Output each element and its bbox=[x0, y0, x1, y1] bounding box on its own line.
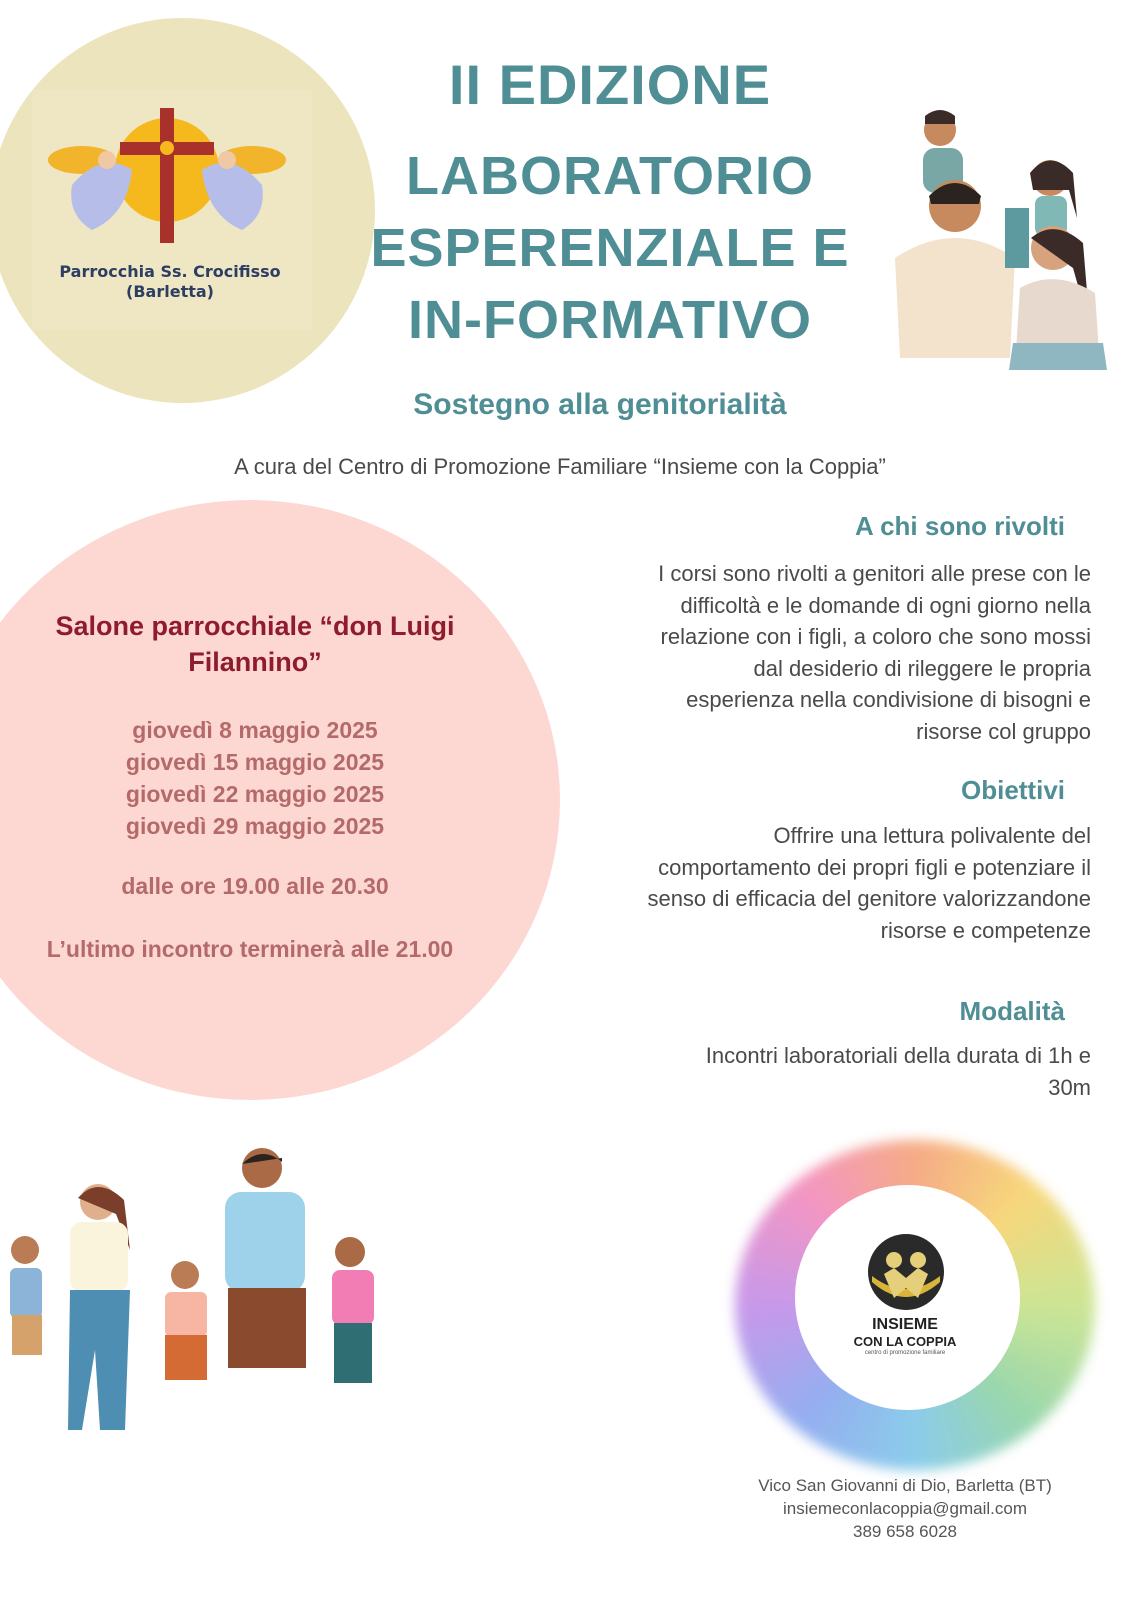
page-title bbox=[360, 140, 860, 356]
venue-line: Filannino” bbox=[188, 647, 322, 677]
text-line: 30m bbox=[1048, 1074, 1091, 1100]
text-line: dal desiderio di rileggere le propria bbox=[753, 655, 1091, 681]
brand-name bbox=[830, 1316, 980, 1350]
mode-text bbox=[706, 1040, 1091, 1103]
text-line: comportamento dei propri figli e potenziare il bbox=[658, 854, 1091, 880]
text-line: difficoltà e le domande di ogni giorno nella bbox=[680, 592, 1091, 618]
goals-text bbox=[647, 820, 1091, 946]
text-line: esperienza nella condivisione di bisogni e bbox=[686, 687, 1091, 712]
target-heading: A chi sono rivolti bbox=[855, 511, 1065, 541]
angels-cross-icon bbox=[32, 90, 312, 260]
subtitle: Sostegno alla genitorialità bbox=[413, 388, 787, 421]
date-item: giovedì 22 maggio 2025 bbox=[125, 781, 385, 807]
date-item: giovedì 8 maggio 2025 bbox=[132, 717, 378, 743]
couple-logo-icon bbox=[866, 1232, 946, 1312]
brand-line: INSIEME bbox=[872, 1316, 938, 1333]
contact-info bbox=[700, 1474, 1110, 1543]
family-illustration-icon bbox=[845, 108, 1115, 373]
hours: dalle ore 19.00 alle 20.30 bbox=[121, 873, 389, 899]
edition-label: II EDIZIONE bbox=[448, 53, 772, 116]
brand-tagline: centro di promozione familiare bbox=[864, 1350, 946, 1356]
title-line: LABORATORIO bbox=[406, 146, 814, 206]
text-line: relazione con i figli, a coloro che sono mossi bbox=[660, 624, 1091, 649]
parish-name-line: Parrocchia Ss. Crocifisso bbox=[59, 262, 281, 281]
mode-heading: Modalità bbox=[959, 996, 1065, 1026]
text-line: I corsi sono rivolti a genitori alle prese con le bbox=[658, 561, 1091, 586]
goals-heading: Obiettivi bbox=[960, 775, 1065, 805]
address: Vico San Giovanni di Dio, Barletta (BT) bbox=[758, 1476, 1052, 1495]
venue-line: Salone parrocchiale “don Luigi bbox=[55, 611, 455, 641]
title-line: ESPERENZIALE E bbox=[370, 218, 850, 278]
date-item: giovedì 15 maggio 2025 bbox=[125, 749, 385, 775]
text-line: risorse e competenze bbox=[880, 917, 1091, 943]
dates-list bbox=[20, 714, 490, 842]
parish-city: (Barletta) bbox=[126, 282, 214, 301]
last-meeting-note: L’ultimo incontro terminerà alle 21.00 bbox=[46, 936, 454, 962]
venue bbox=[20, 608, 490, 680]
title-line: IN-FORMATIVO bbox=[408, 290, 812, 350]
parish-name bbox=[20, 262, 320, 302]
text-line: risorse col gruppo bbox=[916, 718, 1091, 744]
text-line: senso di efficacia del genitore valorizzandone bbox=[647, 886, 1091, 911]
date-item: giovedì 29 maggio 2025 bbox=[125, 813, 385, 839]
target-text bbox=[658, 558, 1091, 747]
brand-line: CON LA COPPIA bbox=[853, 1334, 957, 1349]
text-line: Offrire una lettura polivalente del bbox=[773, 823, 1091, 848]
curated-by: A cura del Centro di Promozione Familiare “Insieme con la Coppia” bbox=[234, 454, 886, 479]
text-line: Incontri laboratoriali della durata di 1h e bbox=[705, 1043, 1091, 1068]
walking-family-icon bbox=[0, 1140, 400, 1450]
email-link[interactable]: insiemeconlacoppia@gmail.com bbox=[782, 1499, 1028, 1518]
phone: 389 658 6028 bbox=[853, 1522, 957, 1541]
